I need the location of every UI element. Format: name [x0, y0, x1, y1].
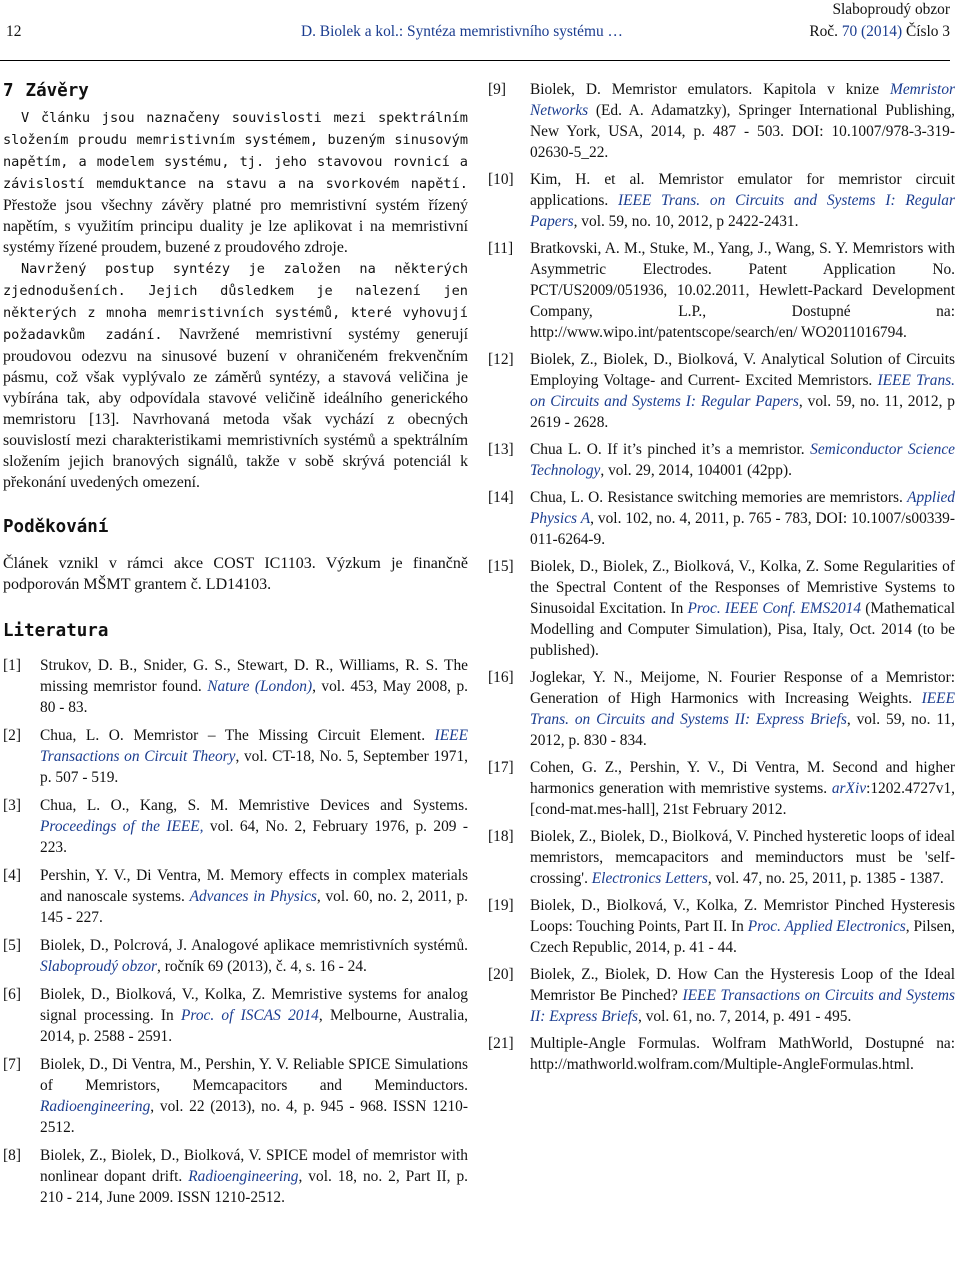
reference-number: [13] [488, 441, 514, 458]
reference-number: [4] [3, 867, 21, 884]
running-title: D. Biolek a kol.: Syntéza memristivního systému … [301, 23, 623, 40]
reference-details: :1202.4727v1, [cond-mat.mes-hall], 21st February 2012. [530, 780, 955, 818]
reference-text: Bratkovski, A. M., Stuke, M., Yang, J., Wang, S. Y. Memristors with Asymmetric Electrodes. Patent Application No. PCT/US2009/051936, 10.02.2011, Hewlett-Packard Development Company, L.P., Dostupné na: http://www.wipo.int/patentscope/search/en/ WO2011016794. [530, 240, 955, 341]
literature-heading: Literatura [3, 621, 109, 641]
reference-source: IEEE Trans. on Circuits and Systems I: Regular Papers [530, 372, 955, 410]
reference-source: Semiconductor Science Technology [530, 441, 955, 479]
reference-details: , vol. 59, no. 11, 2012, p 2619 - 2628. [530, 393, 955, 431]
reference-item [3, 1145, 468, 1208]
reference-text: Biolek, Z., Biolek, D., Biolková, V. SPICE model of memristor with nonlinear dopant drift. [40, 1147, 468, 1185]
reference-item [3, 865, 468, 928]
reference-text: Pershin, Y. V., Di Ventra, M. Memory effects in complex materials and nanoscale systems. [40, 867, 468, 905]
reference-text: Joglekar, Y. N., Meijome, N. Fourier Response of a Memristor: Generation of High Harmonics with Increasing Weights. [530, 669, 955, 707]
reference-details: , vol. 47, no. 25, 2011, p. 1385 - 1387. [707, 870, 944, 887]
reference-item [488, 895, 955, 958]
reference-text: Biolek, D., Biolková, V., Kolka, Z. Memristor Pinched Hysteresis Loops: Touching Points, Part II. In [530, 897, 955, 935]
reference-item [3, 984, 468, 1047]
reference-details: , vol. 18, no. 2, Part II, p. 210 - 214, June 2009. ISSN 1210-2512. [40, 1168, 468, 1206]
reference-item [488, 349, 955, 433]
reference-number: [11] [488, 240, 514, 257]
reference-item [488, 79, 955, 163]
reference-number: [15] [488, 558, 514, 575]
reference-number: [12] [488, 351, 514, 368]
reference-details: (Ed. A. Adamatzky), Springer International Publishing, New York, USA, 2014, p. 487 - 503. DOI: 10.1007/978-3-319-02630-5_22. [530, 102, 955, 161]
reference-text: Chua, L. O., Kang, S. M. Memristive Devices and Systems. [40, 797, 468, 814]
reference-item [3, 795, 468, 858]
issue-prefix: Roč. [809, 23, 842, 40]
reference-details: , vol. 22 (2013), no. 4, p. 945 - 968. ISSN 1210-2512. [40, 1098, 468, 1136]
reference-source: Advances in Physics [189, 888, 317, 905]
reference-text: Biolek, D., Polcrová, J. Analogové aplikace memristivních systémů. [40, 937, 468, 954]
reference-item [3, 725, 468, 788]
reference-number: [20] [488, 966, 514, 983]
reference-text: Biolek, D., Biolková, V., Kolka, Z. Memristive systems for analog signal processing. In [40, 986, 468, 1024]
reference-source: Radioengineering [40, 1098, 151, 1115]
conclusions-p2-rest: Navržené memristivní systémy generují proudovou odezvu na sinusové buzení v ohraničeném frekvenčním pásmu, což však vyplývalo ze záměrů syntézy, a stavová veličina je vybírána tak, aby odpovídala stavové veličině ideálního generického memristoru [13]. Navrhovaná metoda však vychází z obecných souvislostí mezi charakteristikami memristivních systémů a spektrálním složením jejich branových signálů, takže v sobě skrývá potenciál k překonání uvedených omezení. [3, 326, 468, 491]
reference-item [3, 935, 468, 977]
reference-text: Biolek, Z., Biolek, D., Biolková, V. Analytical Solution of Circuits Employing Voltage- and Current- Excited Memristors. [530, 351, 955, 389]
reference-item [488, 826, 955, 889]
acknowledgement-text: Článek vznikl v rámci akce COST IC1103. Výzkum je finančně podporován MŠMT grantem č. LD14103. [3, 555, 468, 593]
reference-text: Kim, H. et al. Memristor emulator for memristor circuit applications. [530, 171, 955, 209]
reference-source: IEEE Transactions on Circuit Theory [40, 727, 468, 765]
page-number: 12 [6, 23, 22, 40]
conclusions-paragraph-1 [3, 107, 468, 258]
reference-item [488, 439, 955, 481]
reference-text: Multiple-Angle Formulas. Wolfram MathWorld, Dostupné na: http://mathworld.wolfram.com/Multiple-AngleFormulas.html. [530, 1035, 955, 1073]
reference-item [488, 667, 955, 751]
conclusions-p1-rest: Přestože jsou všechny závěry platné pro memristivní systém řízený napětím, s využitím principu duality je lze aplikovat i na memristivní systémy řízené proudem, buzené z proudového zdroje. [3, 197, 468, 256]
reference-number: [8] [3, 1147, 21, 1164]
reference-text: Biolek, Z., Biolek, D. How Can the Hysteresis Loop of the Ideal Memristor Be Pinched? [530, 966, 955, 1004]
header-rule [0, 60, 950, 61]
issue-info [809, 21, 950, 42]
reference-number: [16] [488, 669, 514, 686]
reference-number: [6] [3, 986, 21, 1003]
reference-source: Proceedings of the IEEE, [40, 818, 204, 835]
reference-details: , vol. 29, 2014, 104001 (42pp). [600, 462, 792, 479]
left-column [3, 79, 468, 1215]
conclusions-p2-mono: Navržený postup syntézy je založen na některých zjednodušeních. Jejich důsledkem je nalezení jen některých z mnoha memristivních systémů, které vyhovují požadavkům zadání. [3, 261, 468, 343]
reference-details: , vol. 453, May 2008, p. 80 - 83. [40, 678, 468, 716]
reference-source: IEEE Trans. on Circuits and Systems II: Express Briefs [530, 690, 955, 728]
reference-list-left [3, 655, 468, 1208]
conclusions-heading [3, 79, 468, 103]
reference-text: Biolek, Z., Biolek, D., Biolková, V. Pinched hysteretic loops of ideal memristors, memcapacitors and meminductors must be 'self-crossing'. [530, 828, 955, 887]
conclusions-p1-mono: V článku jsou naznačeny souvislosti mezi spektrálním složením proudu memristivním systémem, buzeným sinusovým napětím, a modelem systému, tj. jeho stavovou rovnicí a závislostí memduktance na stavu a na svorkovém napětí. [3, 110, 468, 192]
reference-number: [14] [488, 489, 514, 506]
reference-number: [1] [3, 657, 21, 674]
reference-item [3, 655, 468, 718]
reference-list-right [488, 79, 955, 1075]
reference-text: Strukov, D. B., Snider, G. S., Stewart, D. R., Williams, R. S. The missing memristor found. [40, 657, 468, 695]
reference-text: Biolek, D., Biolek, Z., Biolková, V., Kolka, Z. Some Regularities of the Spectral Content of the Responses of Memristive Systems to Sinusoidal Excitation. In [530, 558, 955, 617]
reference-source: Radioengineering [188, 1168, 299, 1185]
section-number: 7 [3, 81, 14, 101]
reference-details: , Pilsen, Czech Republic, 2014, p. 41 - 44. [530, 918, 955, 956]
reference-details: , vol. CT-18, No. 5, September 1971, p. 507 - 519. [40, 748, 468, 786]
reference-details: , vol. 61, no. 7, 2014, p. 491 - 495. [638, 1008, 852, 1025]
reference-source: IEEE Transactions on Circuits and Systems II: Express Briefs [530, 987, 955, 1025]
reference-number: [2] [3, 727, 21, 744]
reference-source: Proc. Applied Electronics [747, 918, 906, 935]
reference-text: Biolek, D., Di Ventra, M., Pershin, Y. V. Reliable SPICE Simulations of Memristors, Memcapacitors and Meminductors. [40, 1056, 468, 1094]
reference-source: Electronics Letters [591, 870, 708, 887]
page-header [6, 21, 950, 42]
reference-details: (Mathematical Modelling and Computer Simulation), Pisa, Italy, Oct. 2014 (to be published). [530, 600, 955, 659]
issue-suffix: Číslo 3 [902, 23, 950, 40]
reference-item [488, 964, 955, 1027]
reference-number: [7] [3, 1056, 21, 1073]
reference-item [3, 1054, 468, 1138]
reference-details: vol. 64, No. 2, February 1976, p. 209 - 223. [40, 818, 468, 856]
reference-number: [21] [488, 1035, 514, 1052]
right-column [488, 79, 955, 1081]
reference-source: arXiv [831, 780, 867, 797]
reference-details: , vol. 59, no. 10, 2012, p 2422-2431. [573, 213, 799, 230]
reference-number: [9] [488, 81, 506, 98]
reference-text: Cohen, G. Z., Pershin, Y. V., Di Ventra, M. Second and higher harmonics generation with memristive systems. [530, 759, 955, 797]
acknowledgement-heading: Poděkování [3, 517, 109, 537]
journal-name: Slaboproudý obzor [832, 1, 950, 18]
reference-source: Applied Physics A [530, 489, 955, 527]
reference-item [488, 169, 955, 232]
reference-details: , vol. 102, no. 4, 2011, p. 765 - 783, DOI: 10.1007/s00339-011-6264-9. [530, 510, 956, 548]
reference-item [488, 487, 955, 550]
reference-number: [18] [488, 828, 514, 845]
reference-number: [17] [488, 759, 514, 776]
reference-number: [3] [3, 797, 21, 814]
reference-item [488, 556, 955, 661]
reference-text: Chua, L. O. Resistance switching memories are memristors. [530, 489, 908, 506]
reference-number: [19] [488, 897, 514, 914]
reference-item [488, 238, 955, 343]
reference-source: Proc. IEEE Conf. EMS2014 [687, 600, 862, 617]
reference-details: , Melbourne, Australia, 2014, p. 2588 - 2591. [40, 1007, 469, 1045]
reference-number: [5] [3, 937, 21, 954]
reference-details: , ročník 69 (2013), č. 4, s. 16 - 24. [157, 958, 367, 975]
reference-text: Biolek, D. Memristor emulators. Kapitola v knize [530, 81, 891, 98]
reference-number: [10] [488, 171, 514, 188]
section-title: Závěry [25, 81, 89, 101]
reference-item [488, 757, 955, 820]
reference-item [488, 1033, 955, 1075]
reference-details: , vol. 60, no. 2, 2011, p. 145 - 227. [40, 888, 469, 926]
reference-source: IEEE Trans. on Circuits and Systems I: Regular Papers [530, 192, 955, 230]
reference-source: Slaboproudý obzor [40, 958, 157, 975]
conclusions-paragraph-2 [3, 258, 468, 493]
reference-details: , vol. 59, no. 11, 2012, p. 830 - 834. [530, 711, 955, 749]
reference-text: Chua L. O. If it’s pinched it’s a memristor. [530, 441, 811, 458]
reference-source: Memristor Networks [530, 81, 955, 119]
reference-text: Chua, L. O. Memristor – The Missing Circuit Element. [40, 727, 435, 744]
reference-source: Proc. of ISCAS 2014 [181, 1007, 319, 1024]
issue-date: 70 (2014) [841, 23, 903, 40]
reference-source: Nature (London) [207, 678, 313, 695]
